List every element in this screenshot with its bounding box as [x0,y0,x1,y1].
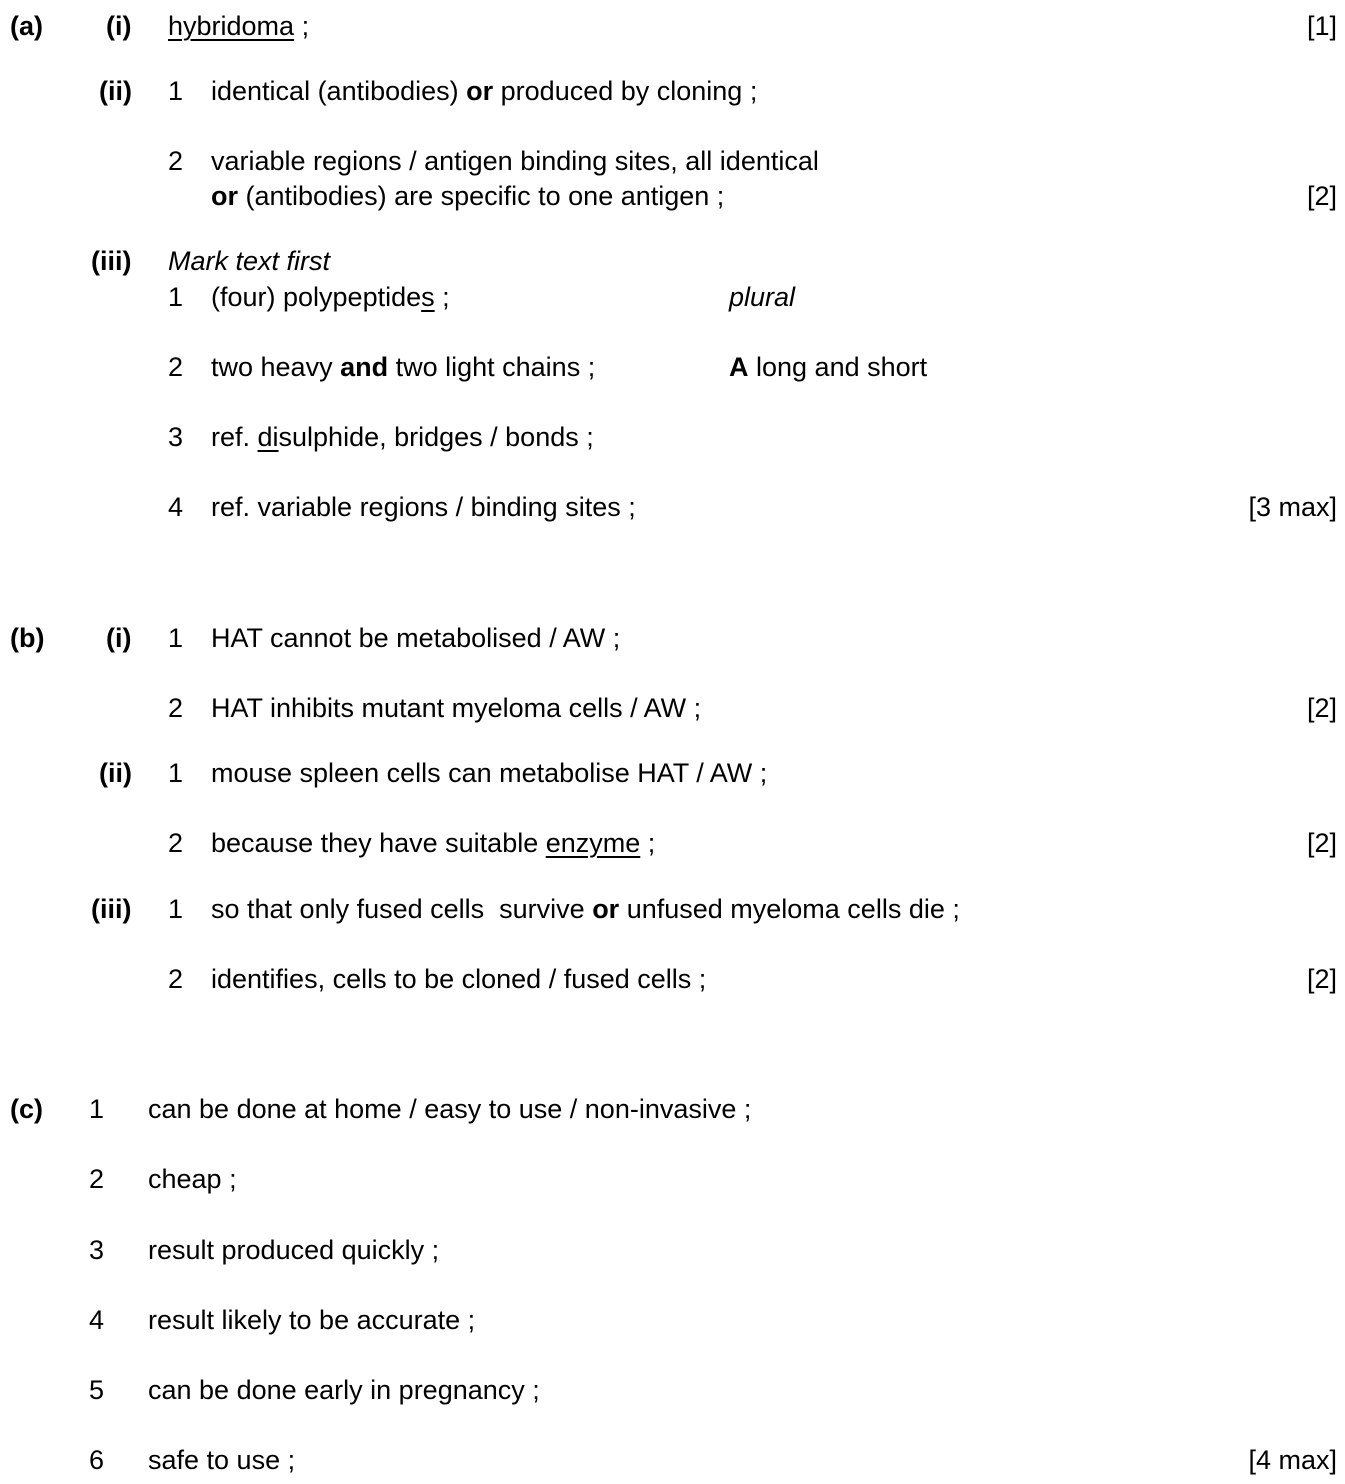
point-number: 2 [89,1164,105,1194]
underlined-run: di [257,422,279,452]
point-number: 5 [89,1375,105,1405]
part-c-point-4: result likely to be accurate ; [148,1305,476,1335]
point-number: 3 [89,1235,105,1265]
part-a-i-label: (i) [106,11,132,41]
bold-run: or [466,76,494,106]
point-number: 3 [168,422,184,452]
part-c-point-2: cheap ; [148,1164,237,1194]
bold-run: A [729,352,749,382]
part-a-i-answer [168,8,309,44]
text-run: because they have suitable [211,828,546,858]
part-b-ii-mark: [2] [1306,828,1337,858]
part-b-i-point-2: HAT inhibits mutant myeloma cells / AW ; [211,693,702,723]
text-run: unfused myeloma cells die ; [619,894,960,924]
point-number: 1 [168,758,184,788]
point-number: 2 [168,352,184,382]
instruction-text: Mark text first [168,246,331,276]
part-a-iii-point-2 [211,349,595,385]
part-a-i-mark: [1] [1306,11,1337,41]
part-c-point-6: safe to use ; [148,1445,296,1475]
part-c-label: (c) [10,1094,43,1124]
part-b-i-label: (i) [106,623,132,653]
part-a-iii-label: (iii) [91,246,132,276]
point-number: 4 [168,492,184,522]
part-a-ii-point-2-line-1: variable regions / antigen binding sites, all identical [211,146,819,176]
text-run: ; [640,828,656,858]
marking-note [729,349,927,385]
part-b-label: (b) [10,623,45,653]
bold-run: and [340,352,389,382]
bold-run: or [592,894,620,924]
part-b-i-mark: [2] [1306,693,1337,723]
part-c-point-1: can be done at home / easy to use / non-invasive ; [148,1094,752,1124]
part-a-iii-point-3 [211,419,594,455]
point-number: 2 [168,146,184,176]
underlined-term: hybridoma [168,11,295,41]
point-number: 6 [89,1445,105,1475]
bold-run: or [211,181,238,211]
part-c-point-3: result produced quickly ; [148,1235,440,1265]
point-number: 1 [168,282,184,312]
answer-suffix: ; [294,11,310,41]
text-run: produced by cloning ; [493,76,758,106]
point-number: 2 [168,828,184,858]
point-number: 1 [89,1094,105,1124]
point-number: 2 [168,964,184,994]
part-b-iii-mark: [2] [1306,964,1337,994]
part-a-ii-label: (ii) [99,76,132,106]
text-run: two light chains ; [388,352,596,382]
part-a-label: (a) [10,11,43,41]
part-b-i-point-1: HAT cannot be metabolised / AW ; [211,623,621,653]
marking-note: plural [729,282,796,312]
text-run: identical (antibodies) [211,76,467,106]
part-c-point-5: can be done early in pregnancy ; [148,1375,540,1405]
part-c-mark: [4 max] [1248,1445,1337,1475]
point-number: 1 [168,623,184,653]
point-number: 2 [168,693,184,723]
text-run: so that only fused cells survive [211,894,593,924]
part-b-iii-point-1 [211,891,960,927]
part-a-iii-point-4: ref. variable regions / binding sites ; [211,492,636,522]
part-b-iii-label: (iii) [91,894,132,924]
part-b-iii-point-2: identifies, cells to be cloned / fused cells ; [211,964,707,994]
text-run: sulphide, bridges / bonds ; [278,422,594,452]
part-b-ii-point-1: mouse spleen cells can metabolise HAT / AW ; [211,758,768,788]
underlined-run: s [421,282,435,312]
part-b-ii-label: (ii) [99,758,132,788]
part-a-ii-point-1 [211,73,757,109]
point-number: 1 [168,76,184,106]
text-run: (four) polypeptide [211,282,422,312]
text-run: (antibodies) are specific to one antigen ; [238,181,725,211]
text-run: long and short [748,352,928,382]
text-run: ref. [211,422,258,452]
part-a-iii-mark: [3 max] [1248,492,1337,522]
part-b-ii-point-2 [211,825,655,861]
part-a-iii-point-1 [211,279,450,315]
text-run: ; [434,282,450,312]
text-run: two heavy [211,352,341,382]
part-a-ii-mark: [2] [1306,181,1337,211]
part-a-ii-point-2-line-2 [211,178,724,214]
point-number: 1 [168,894,184,924]
point-number: 4 [89,1305,105,1335]
underlined-run: enzyme [545,828,641,858]
